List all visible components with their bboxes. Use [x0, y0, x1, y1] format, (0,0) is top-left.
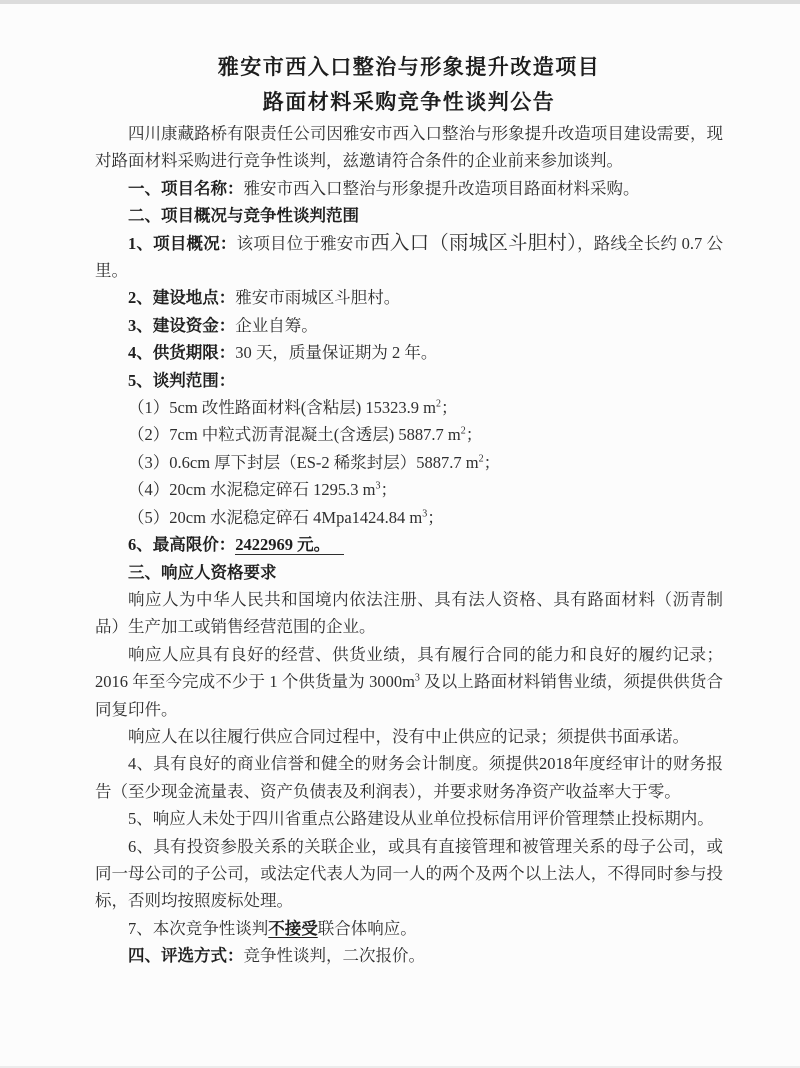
scope-item-4 — [95, 476, 723, 503]
scope-item-3-text: （3）0.6cm 厚下封层（ES-2 稀浆封层）5887.7 m — [128, 452, 479, 472]
construction-funding-text: 企业自筹。 — [235, 315, 318, 335]
scope-item-2 — [95, 421, 723, 448]
scope-item-1-text: （1）5cm 改性路面材料(含粘层) 15323.9 m — [128, 398, 436, 418]
superscript: 3 — [422, 508, 428, 520]
superscript: 2 — [478, 453, 484, 465]
construction-site-item — [95, 284, 723, 311]
scope-item-5-text: （5）20cm 水泥稳定碎石 4Mpa1424.84 m — [128, 507, 423, 527]
construction-funding-item — [95, 312, 723, 339]
supply-period-item — [95, 339, 723, 366]
construction-site-text: 雅安市雨城区斗胆村。 — [235, 288, 401, 308]
project-overview-pre: 该项目位于雅安市 — [236, 233, 371, 253]
intro-paragraph: 四川康藏路桥有限责任公司因雅安市西入口整治与形象提升改造项目建设需要，现对路面材料采购进行竞争性谈判，兹邀请符合条件的企业前来参加谈判。 — [95, 124, 723, 171]
qualification-paragraph-2-pre: 响应人应具有良好的经营、供货业绩，具有履行合同的能力和良好的履约记录；2016 年至今完成不少于 1 个供货量为 3000m — [95, 644, 723, 692]
negotiation-scope-label: 5、谈判范围： — [128, 370, 236, 390]
scope-item-1-tail: ； — [440, 398, 458, 418]
max-price-label: 6、最高限价： — [128, 535, 236, 555]
scope-item-3-tail: ； — [483, 452, 501, 472]
qualification-paragraph-1: 响应人为中华人民共和国境内依法注册、具有法人资格、具有路面材料（沥青制品）生产加工或销售经营范围的企业。 — [95, 589, 723, 637]
supply-period-label: 4、供货期限： — [128, 343, 236, 363]
qualification-item-7-pre: 7、本次竞争性谈判 — [128, 918, 269, 938]
superscript: 2 — [435, 398, 441, 410]
superscript: 3 — [375, 480, 381, 492]
section-2-heading: 二、项目概况与竞争性谈判范围 — [128, 206, 359, 226]
section-4-text: 竞争性谈判，二次报价。 — [243, 946, 425, 966]
section-1-text: 雅安市西入口整治与形象提升改造项目路面材料采购。 — [243, 178, 640, 198]
qualification-item-4: 4、具有良好的商业信誉和健全的财务会计制度。须提供2018年度经审计的财务报告（至少现金流量表、资产负债表及利润表），并要求财务净资产收益率大于零。 — [95, 754, 723, 801]
qualification-paragraph-2-post: 及以上路面材料销售业绩，须提供供货合同复印件。 — [95, 672, 723, 719]
project-overview-post: ，路线全长约 0.7 公里。 — [95, 233, 724, 281]
superscript: 2 — [460, 425, 466, 437]
supply-period-text: 30 天，质量保证期为 2 年。 — [235, 343, 438, 363]
document-content — [0, 4, 800, 970]
scope-item-3 — [95, 449, 723, 476]
qualification-item-6: 6、具有投资参股关系的关联企业，或具有直接管理和被管理关系的母子公司，或同一母公司的子公司，或法定代表人为同一人的两个及两个以上法人，不得同时参与投标，否则均按照废标处理。 — [95, 836, 723, 911]
project-overview-item — [95, 230, 723, 285]
superscript: 3 — [414, 672, 420, 684]
scope-item-5 — [95, 504, 723, 531]
section-1-project-name — [95, 175, 723, 202]
construction-funding-label: 3、建设资金： — [128, 315, 236, 335]
section-4-label: 四、评选方式： — [128, 946, 244, 966]
no-consortium-emphasis: 不接受 — [268, 918, 318, 938]
document-title-line-1: 雅安市西入口整治与形象提升改造项目 — [217, 55, 601, 79]
negotiation-scope-heading — [95, 367, 723, 394]
scope-item-1 — [95, 394, 723, 421]
qualification-item-7-post: 联合体响应。 — [317, 918, 417, 938]
scope-item-4-tail: ； — [380, 480, 397, 500]
scope-item-2-text: （2）7cm 中粒式沥青混凝土(含透层) 5887.7 m — [128, 425, 461, 445]
section-1-label: 一、项目名称： — [128, 178, 244, 198]
section-3-heading: 三、响应人资格要求 — [128, 562, 277, 582]
document-title-line-2: 路面材料采购竞争性谈判公告 — [262, 90, 556, 114]
max-price-value: 2422969 元。 — [235, 535, 344, 555]
scope-item-5-tail: ； — [427, 507, 444, 527]
qualification-paragraph-2 — [95, 641, 723, 723]
construction-site-label: 2、建设地点： — [128, 288, 236, 308]
project-location-highlight: 西入口（雨城区斗胆村） — [370, 232, 578, 254]
scope-item-2-tail: ； — [465, 425, 483, 445]
qualification-item-7 — [95, 915, 723, 942]
max-price-item — [95, 531, 723, 558]
qualification-item-5: 5、响应人未处于四川省重点公路建设从业单位投标信用评价管理禁止投标期内。 — [128, 809, 714, 829]
project-overview-label: 1、项目概况： — [128, 233, 237, 253]
scope-item-4-text: （4）20cm 水泥稳定碎石 1295.3 m — [128, 480, 376, 500]
qualification-paragraph-3: 响应人在以往履行供应合同过程中，没有中止供应的记录；须提供书面承诺。 — [128, 726, 689, 746]
section-4-selection-method — [95, 942, 723, 969]
